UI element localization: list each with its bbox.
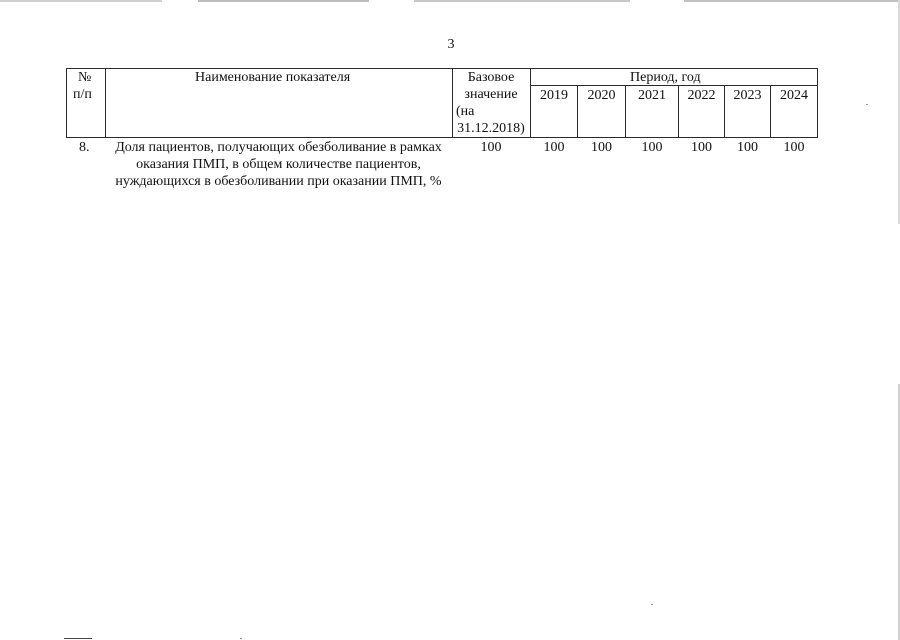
scan-speck (651, 604, 653, 605)
number-column-header: № (78, 70, 92, 85)
base-value-column-header (452, 69, 530, 137)
year-header-2023: 2023 (733, 88, 762, 103)
value-2020: 100 (591, 140, 612, 155)
year-header-2022: 2022 (687, 88, 716, 103)
base-header-line: значение (464, 87, 518, 102)
value-2019: 100 (543, 140, 565, 155)
number-column-divider (105, 68, 106, 138)
base-header-line: Базовое (467, 70, 515, 85)
year-header-2020: 2020 (587, 88, 616, 103)
base-value: 100 (480, 140, 502, 155)
base-header-line: (на (456, 104, 475, 119)
scan-top-edge (0, 0, 900, 2)
year-header-2021: 2021 (638, 88, 666, 103)
row-number: 8. (79, 140, 90, 155)
value-2021: 100 (641, 140, 663, 155)
table-right-border (817, 68, 818, 138)
page-number: 3 (447, 37, 455, 52)
value-2024: 100 (783, 140, 805, 155)
year-header-2024: 2024 (780, 88, 808, 103)
period-header: Период, год (630, 70, 701, 85)
year-header-2019: 2019 (540, 88, 568, 103)
value-2023: 100 (737, 140, 758, 155)
number-column-subheader: п/п (73, 87, 92, 102)
table-top-border (66, 68, 818, 69)
scan-bottom-mark (64, 638, 92, 639)
scan-bottom-dot (240, 638, 242, 639)
scan-speck (866, 104, 868, 105)
indicator-column-header: Наименование показателя (195, 70, 351, 85)
table-left-border (66, 68, 67, 138)
table-header-bottom-border (66, 137, 818, 138)
base-header-line: 31.12.2018) (457, 121, 525, 136)
value-2022: 100 (691, 140, 712, 155)
indicator-name: Доля пациентов, получающих обезболивание в рамках оказания ПМП, в общем количестве пациентов, нуждающихся в обезболивании при оказании ПМП, % (115, 140, 442, 189)
